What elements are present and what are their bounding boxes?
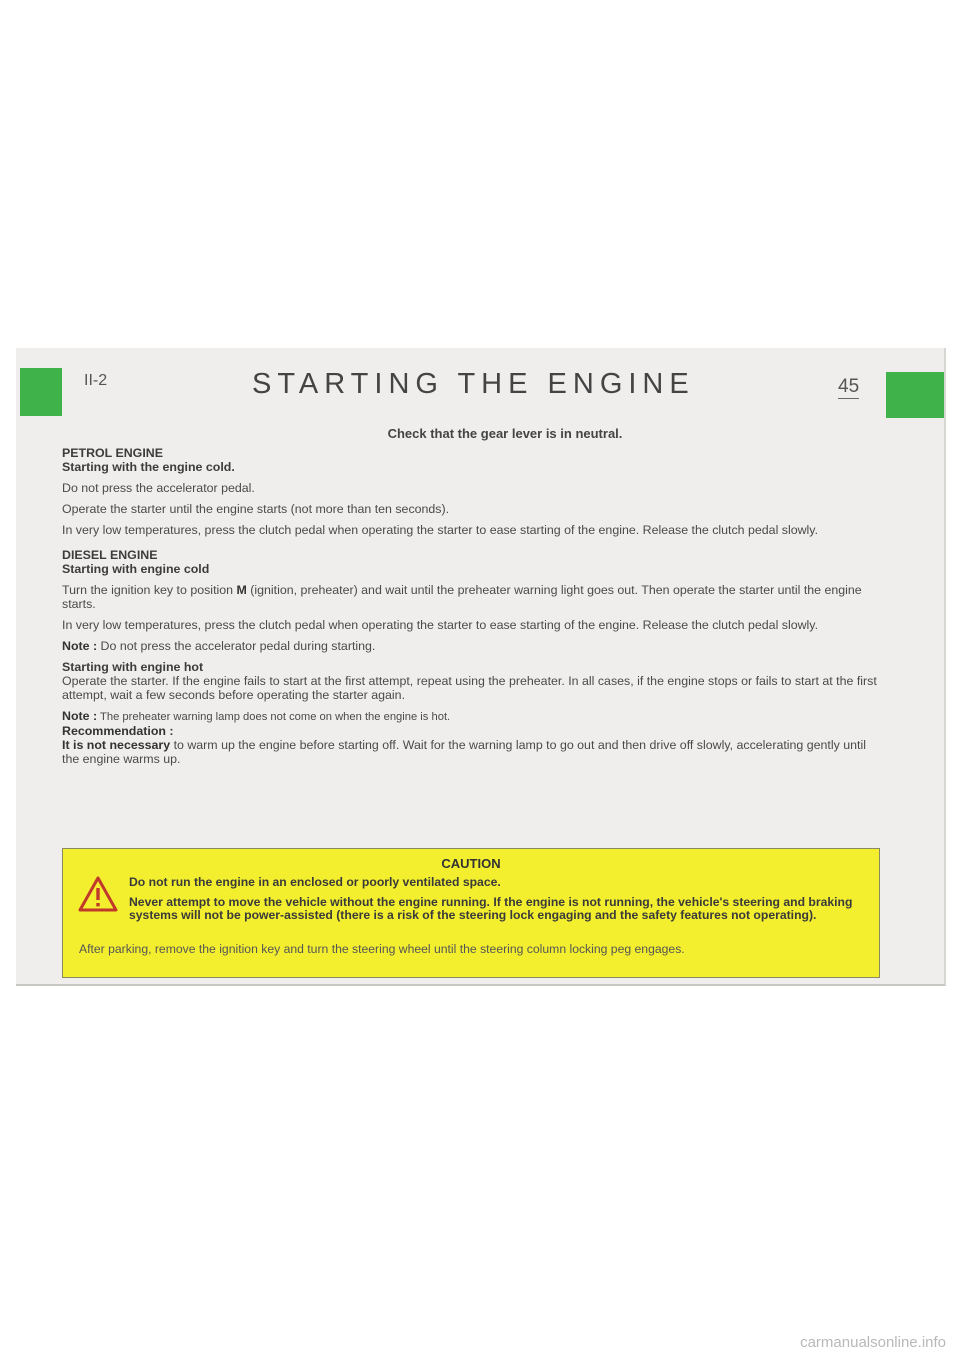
- watermark: carmanualsonline.info: [800, 1334, 946, 1351]
- key-position-m: M: [236, 583, 247, 597]
- petrol-heading: PETROL ENGINE: [62, 446, 163, 460]
- caution-lines: [129, 876, 863, 929]
- diesel-step-1: Turn the ignition key to position M (ignition, preheater) and wait until the preheater warning light goes out. Then operate the starter until the engine starts.: [62, 583, 862, 611]
- page-title: STARTING THE ENGINE: [252, 368, 695, 400]
- diesel-note: Note : Do not press the accelerator pedal during starting.: [62, 639, 376, 653]
- petrol-step-2: Operate the starter until the engine starts (not more than ten seconds).: [62, 502, 450, 516]
- petrol-step-1: Do not press the accelerator pedal.: [62, 481, 255, 495]
- hot-step-1: Operate the starter. If the engine fails to start at the first attempt, repeat using the preheater. In all cases, if the engine stops or fails to start at the first attempt, wait a few seconds before operating the starter again.: [62, 674, 877, 702]
- caution-title: CAUTION: [441, 856, 501, 871]
- section-tab-left: [20, 368, 62, 416]
- caution-box: [62, 848, 880, 978]
- diesel-step-2: In very low temperatures, press the clutch pedal when operating the starter to ease starting of the engine. Release the clutch pedal slowly.: [62, 618, 819, 632]
- section-tab-right: [886, 372, 944, 418]
- caution-line-2: Never attempt to move the vehicle without the engine running. If the engine is not running, the vehicle's steering and braking systems will not be power-assisted (there is a risk of the steering lock engaging and the safety features not operating).: [129, 894, 853, 922]
- warning-triangle-icon: [77, 875, 119, 913]
- petrol-step-3: In very low temperatures, press the clutch pedal when operating the starter to ease starting of the engine. Release the clutch pedal slowly.: [62, 523, 819, 537]
- recommendation-text: It is not necessary to warm up the engine before starting off. Wait for the warning lamp to go out and then drive off slowly, accelerating gently until the engine warms up.: [62, 738, 866, 766]
- caution-line-1: Do not run the engine in an enclosed or poorly ventilated space.: [129, 875, 501, 889]
- hot-heading: Starting with engine hot: [62, 660, 204, 674]
- caution-line-3: After parking, remove the ignition key and turn the steering wheel until the steering column locking peg engages.: [79, 942, 685, 956]
- diesel-subheading: Starting with engine cold: [62, 562, 210, 576]
- section-code: II-2: [84, 372, 108, 389]
- diesel-heading: DIESEL ENGINE: [62, 548, 158, 562]
- recommendation-label: Recommendation :: [62, 724, 174, 738]
- check-neutral-line: Check that the gear lever is in neutral.: [387, 426, 623, 441]
- hot-note: Note : The preheater warning lamp does not come on when the engine is hot.: [62, 709, 451, 723]
- petrol-subheading: Starting with the engine cold.: [62, 460, 235, 474]
- page-number: 45: [838, 376, 860, 397]
- instructions-body: [62, 446, 884, 773]
